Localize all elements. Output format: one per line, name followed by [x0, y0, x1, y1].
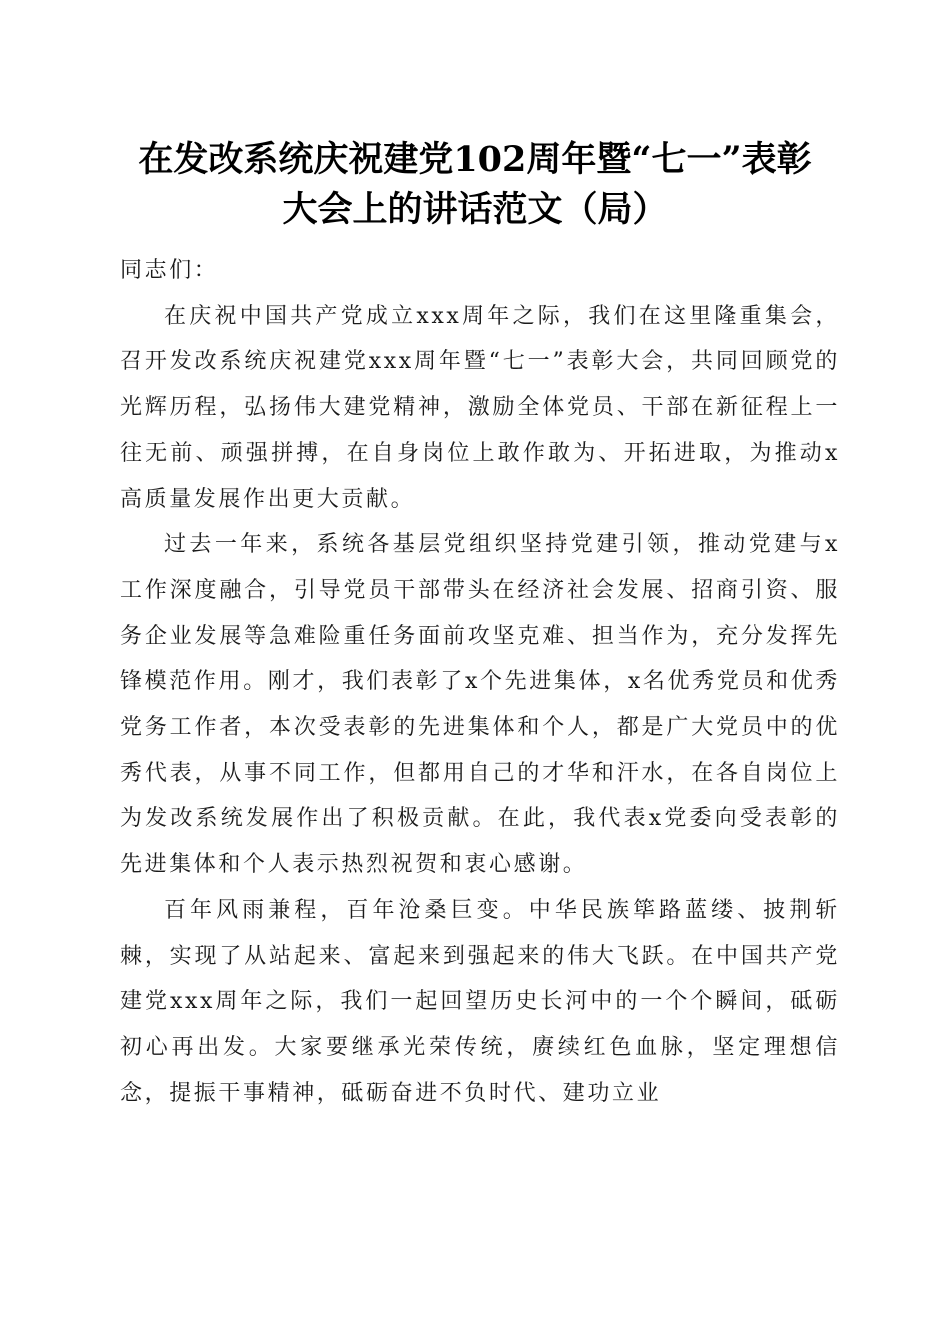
- document-body: [120, 248, 840, 1116]
- salutation: 同志们：: [120, 258, 219, 283]
- paragraph-1: 在庆祝中国共产党成立xxx周年之际，我们在这里隆重集会，召开发改系统庆祝建党xxx周年暨“七一”表彰大会，共同回顾党的光辉历程，弘扬伟大建党精神，激励全体党员、干部在新征程上一往无前、顽强拼搏，在自身岗位上敢作敢为、开拓进取，为推动x高质量发展作出更大贡献。: [120, 303, 840, 512]
- paragraph-2: 过去一年来，系统各基层党组织坚持党建引领，推动党建与x工作深度融合，引导党员干部带头在经济社会发展、招商引资、服务企业发展等急难险重任务面前攻坚克难、担当作为，充分发挥先锋模范作用。刚才，我们表彰了x个先进集体，x名优秀党员和优秀党务工作者，本次受表彰的先进集体和个人，都是广大党员中的优秀代表，从事不同工作，但都用自己的才华和汗水，在各自岗位上为发改系统发展作出了积极贡献。在此，我代表x党委向受表彰的先进集体和个人表示热烈祝贺和衷心感谢。: [120, 532, 840, 878]
- title-line-2: 大会上的讲话范文（局）: [282, 189, 668, 230]
- document-title: [100, 135, 850, 235]
- paragraph-3: 百年风雨兼程，百年沧桑巨变。中华民族筚路蓝缕、披荆斩棘，实现了从站起来、富起来到强起来的伟大飞跃。在中国共产党建党xxx周年之际，我们一起回望历史长河中的一个个瞬间，砥砺初心再出发。大家要继承光荣传统，赓续红色血脉，坚定理想信念，提振干事精神，砥砺奋进不负时代、建功立业: [120, 897, 840, 1106]
- title-line-1: 在发改系统庆祝建党102周年暨“七一”表彰: [138, 139, 812, 180]
